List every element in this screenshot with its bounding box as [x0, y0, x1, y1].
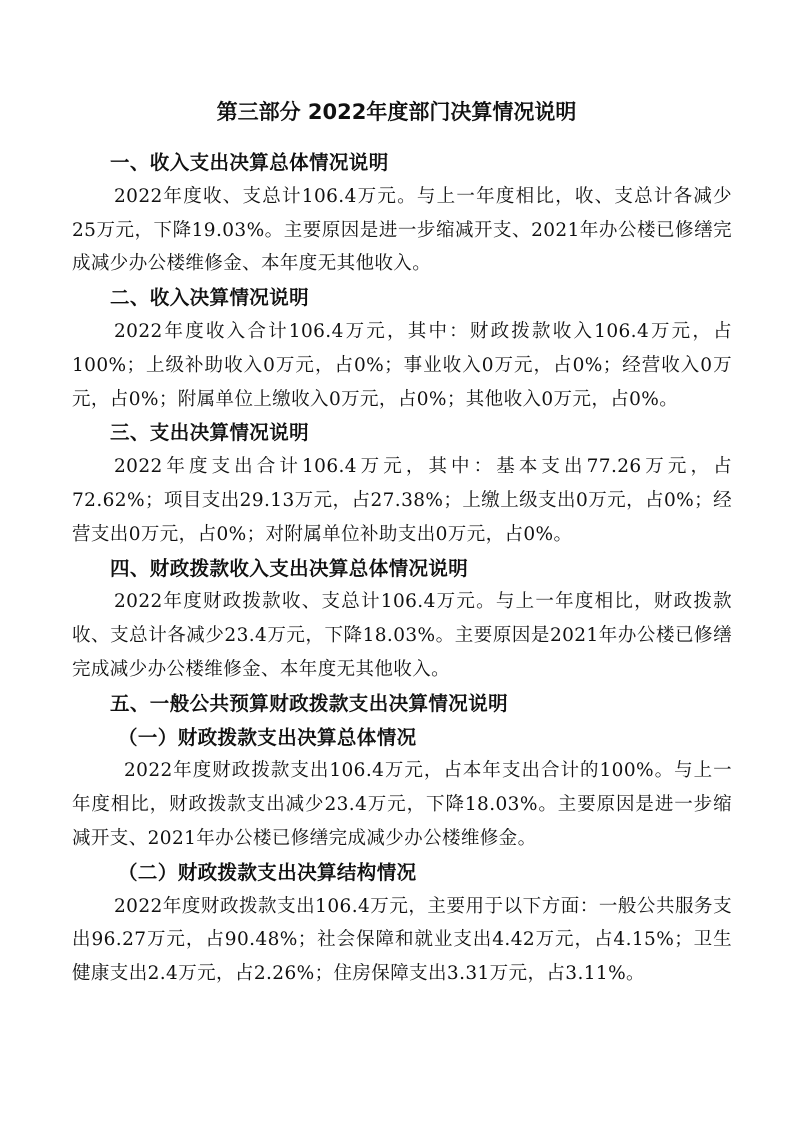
section-heading-income-expenditure-overview: 一、收入支出决算总体情况说明 — [110, 151, 389, 174]
subsection-paragraph-overall: 2022年度财政拨款支出106.4万元，占本年支出合计的100%。与上一年度相比，财政拨款支出减少23.4万元，下降18.03%。主要原因是进一步缩减开支、2021年办公楼已修缮完成减少办公楼维修金。 — [72, 760, 732, 849]
subsection-paragraph-structure: 2022年度财政拨款支出106.4万元，主要用于以下方面：一般公共服务支出96.27万元，占90.48%；社会保障和就业支出4.42万元，占4.15%；卫生健康支出2.4万元，占2.26%；住房保障支出3.31万元，占3.11%。 — [72, 895, 732, 985]
section-heading-general-public-budget: 五、一般公共预算财政拨款支出决算情况说明 — [110, 691, 509, 715]
subsection-heading-structure: （二）财政拨款支出决算结构情况 — [118, 860, 417, 884]
section-paragraph-income-expenditure-overview: 2022年度收、支总计106.4万元。与上一年度相比，收、支总计各减少25万元，下降19.03%。主要原因是进一步缩减开支、2021年办公楼已修缮完成减少办公楼维修金、本年度无其他收入。 — [72, 185, 732, 275]
section-paragraph-income: 2022年度收入合计106.4万元，其中：财政拨款收入106.4万元，占100%；上级补助收入0万元，占0%；事业收入0万元，占0%；经营收入0万元，占0%；附属单位上缴收入0万元，占0%；其他收入0万元，占0%。 — [72, 320, 732, 410]
subsection-heading-overall: （一）财政拨款支出决算总体情况 — [118, 725, 417, 749]
page-title: 第三部分 2022年度部门决算情况说明 — [216, 100, 577, 124]
section-paragraph-fiscal-appropriation: 2022年度财政拨款收、支总计106.4万元。与上一年度相比，财政拨款收、支总计各减少23.4万元，下降18.03%。主要原因是2021年办公楼已修缮完成减少办公楼维修金、本年度无其他收入。 — [72, 591, 732, 680]
section-heading-income: 二、收入决算情况说明 — [110, 286, 310, 310]
document-body — [72, 146, 732, 991]
section-heading-expenditure: 三、支出决算情况说明 — [110, 421, 310, 445]
section-heading-fiscal-appropriation: 四、财政拨款收入支出决算总体情况说明 — [110, 556, 469, 580]
section-paragraph-expenditure: 2022年度支出合计106.4万元，其中：基本支出77.26万元，占72.62%；项目支出29.13万元，占27.38%；上缴上级支出0万元，占0%；经营支出0万元，占0%；对附属单位补助支出0万元，占0%。 — [72, 456, 732, 545]
